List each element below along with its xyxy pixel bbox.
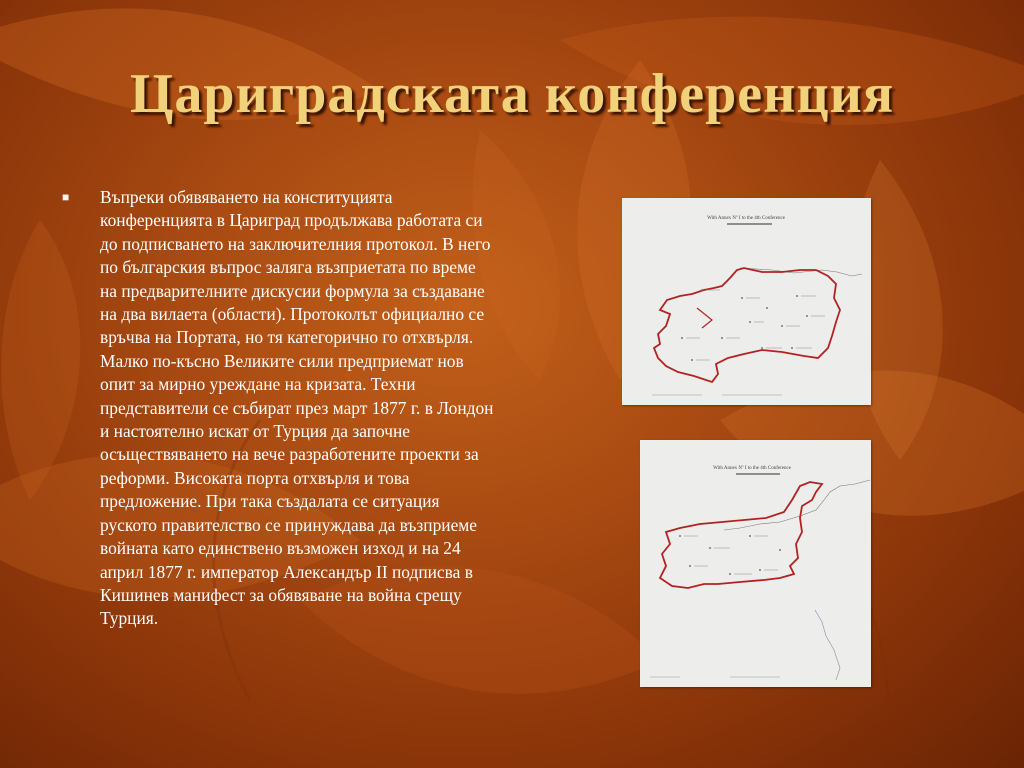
bullet-icon: ■ xyxy=(62,190,70,204)
map-image-1 xyxy=(622,198,871,405)
slide-body-text: Въпреки обявяването на конституцията конференцията в Цариград продължава работата си до подписването на заключителния протокол. В него по българския въпрос заляга възприетата по време на предварителните дискусии формула за създаване на два вилаета (области). Протоколът официално се връчва на Портата, но тя категорично го отхвърля. Малко по-късно Великите сили предприемат нов опит за мирно уреждане на кризата. Техни представители се събират през март 1877 г. в Лондон и настоятелно искат от Турция да започне осъществяването на вече разработените проекти за реформи. Високата порта отхвърля и това предложение. При така създалата се ситуация руското правителство се принуждава да възприеме войната като единствено възможен изход и на 24 април 1877 г. император Александър II подписва в Кишинев манифест за обявяване на война срещу Турция. xyxy=(100,187,494,629)
map-1-caption: With Annex Nº I to the 4th Conference xyxy=(707,216,785,221)
historical-map-east-vilayet xyxy=(622,198,871,405)
slide-title: Цариградската конференция xyxy=(129,63,895,125)
map-2-caption: With Annex Nº I to the 4th Conference xyxy=(713,466,791,471)
map-image-2 xyxy=(640,440,871,687)
historical-map-west-vilayet xyxy=(640,440,871,687)
